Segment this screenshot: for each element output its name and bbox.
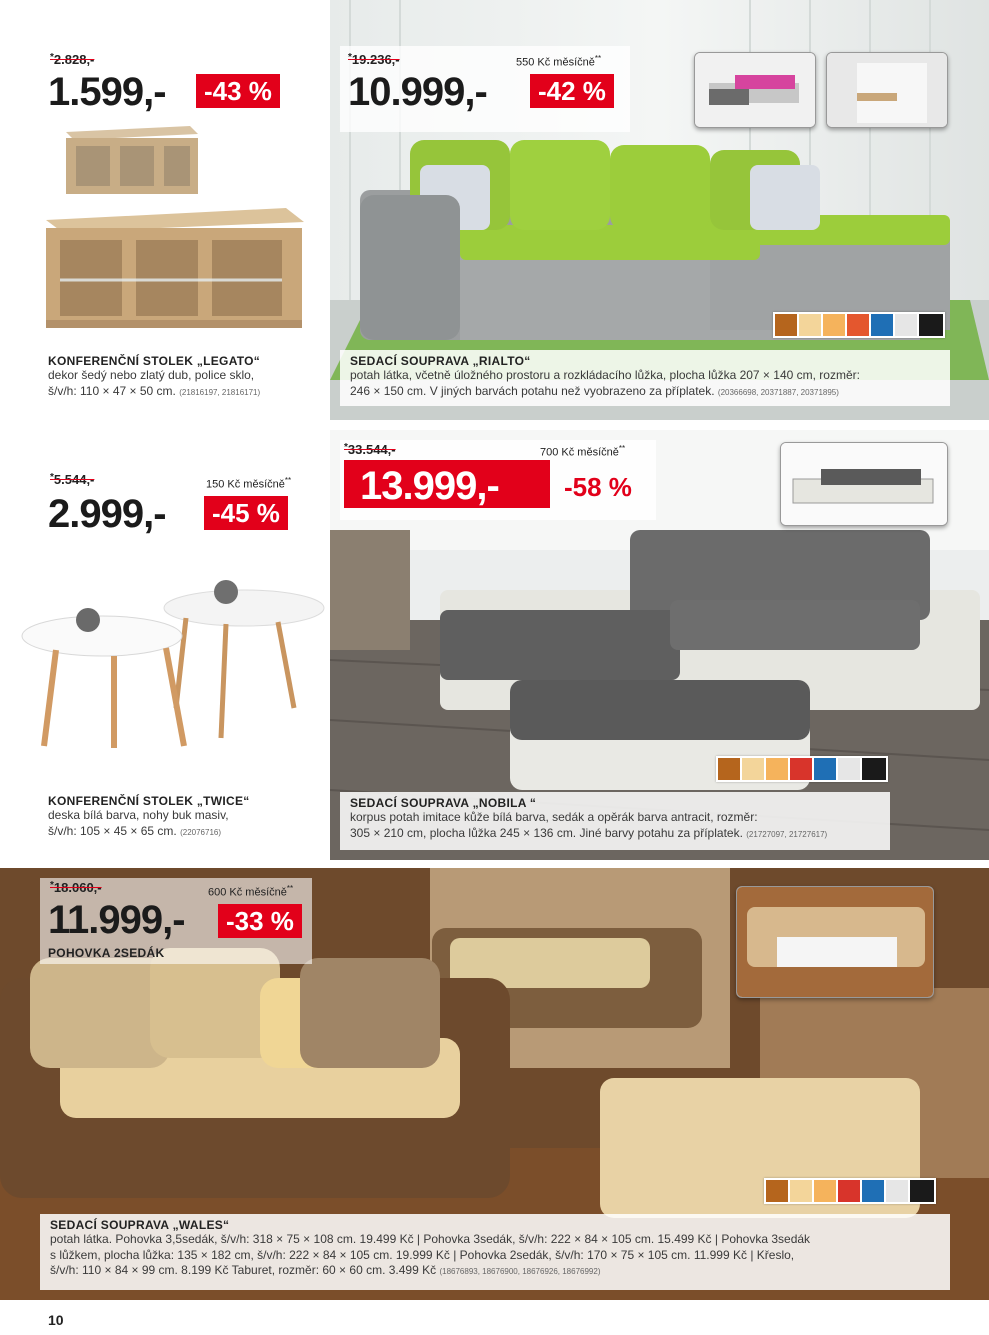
swatch[interactable] [862, 758, 886, 780]
page-number: 10 [48, 1312, 64, 1328]
twice-tables-image [16, 578, 326, 758]
swatch[interactable] [838, 758, 862, 780]
product-desc-line-2: 246 × 150 cm. V jiných barvách potahu než vyobrazeno za příplatek. (20366698, 20371887, 20371895) [350, 383, 839, 398]
discount-badge: -43 % [196, 74, 280, 108]
swatch[interactable] [847, 314, 871, 336]
product-title: SEDACÍ SOUPRAVA „RIALTO“ [350, 354, 531, 368]
swatch[interactable] [799, 314, 823, 336]
discount-badge: -33 % [218, 904, 302, 938]
price: 13.999,- [360, 464, 499, 508]
swatch[interactable] [766, 758, 790, 780]
wales-color-swatches[interactable] [764, 1178, 936, 1204]
product-title: KONFERENČNÍ STOLEK „TWICE“ [48, 794, 250, 808]
nobila-color-swatches[interactable] [716, 756, 888, 782]
monthly-payment: 550 Kč měsíčně** [516, 54, 602, 69]
wales-info [40, 1214, 950, 1290]
rialto-info [340, 350, 950, 406]
product-desc-line-3: š/v/h: 110 × 84 × 99 cm. 8.199 Kč Taburet, rozměr: 60 × 60 cm. 3.499 Kč (18676893, 18676900, 18676926, 18676992) [50, 1263, 601, 1278]
product-desc-line-1: dekor šedý nebo zlatý dub, police sklo, [48, 368, 255, 382]
price: 10.999,- [348, 70, 487, 114]
product-desc-line-1: potah látka. Pohovka 3,5sedák, š/v/h: 318 × 75 × 108 cm. 19.499 Kč | Pohovka 3sedák, š/v/h: 222 × 84 × 105 cm. 15.499 Kč | Pohovka 3sedák [50, 1232, 811, 1246]
product-desc-line-2: š/v/h: 110 × 47 × 50 cm. (21816197, 21816171) [48, 383, 261, 398]
rialto-thumbnail-bed [694, 52, 816, 128]
rialto-thumbnail-storage [826, 52, 948, 128]
old-price: *18.060,- [50, 880, 102, 895]
swatch[interactable] [790, 758, 814, 780]
swatch[interactable] [919, 314, 943, 336]
nobila-thumbnail-bed [780, 442, 948, 526]
swatch[interactable] [742, 758, 766, 780]
discount-badge: -58 % [564, 472, 632, 502]
swatch[interactable] [910, 1180, 934, 1202]
product-desc-line-1: deska bílá barva, nohy buk masiv, [48, 808, 229, 822]
price: 2.999,- [48, 492, 166, 536]
monthly-payment: 150 Kč měsíčně** [206, 476, 292, 491]
product-subtitle: POHOVKA 2SEDÁK [48, 946, 165, 960]
swatch[interactable] [775, 314, 799, 336]
rialto-section [330, 0, 989, 420]
product-title: KONFERENČNÍ STOLEK „LEGATO“ [48, 354, 261, 368]
product-desc-line-1: korpus potah imitace kůže bílá barva, sedák a opěrák barva antracit, rozměr: [350, 810, 758, 824]
product-desc-line-1: potah látka, včetně úložného prostoru a rozkládacího lůžka, plocha lůžka 207 × 140 cm, rozměr: [350, 368, 860, 382]
price: 11.999,- [48, 898, 185, 942]
legato-info [48, 354, 328, 399]
swatch[interactable] [814, 758, 838, 780]
product-title: SEDACÍ SOUPRAVA „WALES“ [50, 1218, 230, 1232]
discount-badge: -45 % [204, 496, 288, 530]
swatch[interactable] [766, 1180, 790, 1202]
swatch[interactable] [790, 1180, 814, 1202]
swatch[interactable] [838, 1180, 862, 1202]
monthly-payment: 600 Kč měsíčně** [208, 884, 294, 899]
swatch[interactable] [862, 1180, 886, 1202]
product-desc-line-2: š/v/h: 105 × 45 × 65 cm. (22076716) [48, 823, 222, 838]
monthly-payment: 700 Kč měsíčně** [540, 444, 626, 459]
price: 1.599,- [48, 70, 166, 114]
swatch[interactable] [895, 314, 919, 336]
old-price: *2.828,- [50, 52, 95, 67]
twice-info [48, 794, 328, 839]
old-price: *33.544,- [344, 442, 396, 457]
rialto-color-swatches[interactable] [773, 312, 945, 338]
old-price: *5.544,- [50, 472, 95, 487]
swatch[interactable] [886, 1180, 910, 1202]
nobila-section [330, 430, 989, 860]
swatch[interactable] [718, 758, 742, 780]
legato-section [0, 0, 328, 420]
wales-section [0, 868, 989, 1300]
wales-thumbnail-bed [736, 886, 934, 998]
swatch[interactable] [871, 314, 895, 336]
twice-section [0, 420, 328, 860]
old-price: *19.236,- [348, 52, 400, 67]
nobila-info [340, 792, 890, 850]
product-title: SEDACÍ SOUPRAVA „NOBILA “ [350, 796, 537, 810]
legato-table-image [40, 120, 320, 340]
swatch[interactable] [814, 1180, 838, 1202]
product-codes: (22076716) [180, 827, 222, 837]
product-codes: (21727097, 21727617) [746, 829, 828, 839]
discount-badge: -42 % [530, 74, 614, 108]
product-codes: (20366698, 20371887, 20371895) [717, 387, 839, 397]
product-desc-line-2: s lůžkem, plocha lůžka: 135 × 182 cm, š/v/h: 222 × 84 × 105 cm. 19.999 Kč | Pohovka 2sedák, š/v/h: 170 × 75 × 105 cm. 11.999 Kč | Křeslo, [50, 1247, 795, 1262]
product-codes: (21816197, 21816171) [179, 387, 261, 397]
product-codes: (18676893, 18676900, 18676926, 18676992) [439, 1267, 601, 1277]
swatch[interactable] [823, 314, 847, 336]
product-desc-line-2: 305 × 210 cm, plocha lůžka 245 × 136 cm. Jiné barvy potahu za příplatek. (21727097, 21727617) [350, 825, 828, 840]
